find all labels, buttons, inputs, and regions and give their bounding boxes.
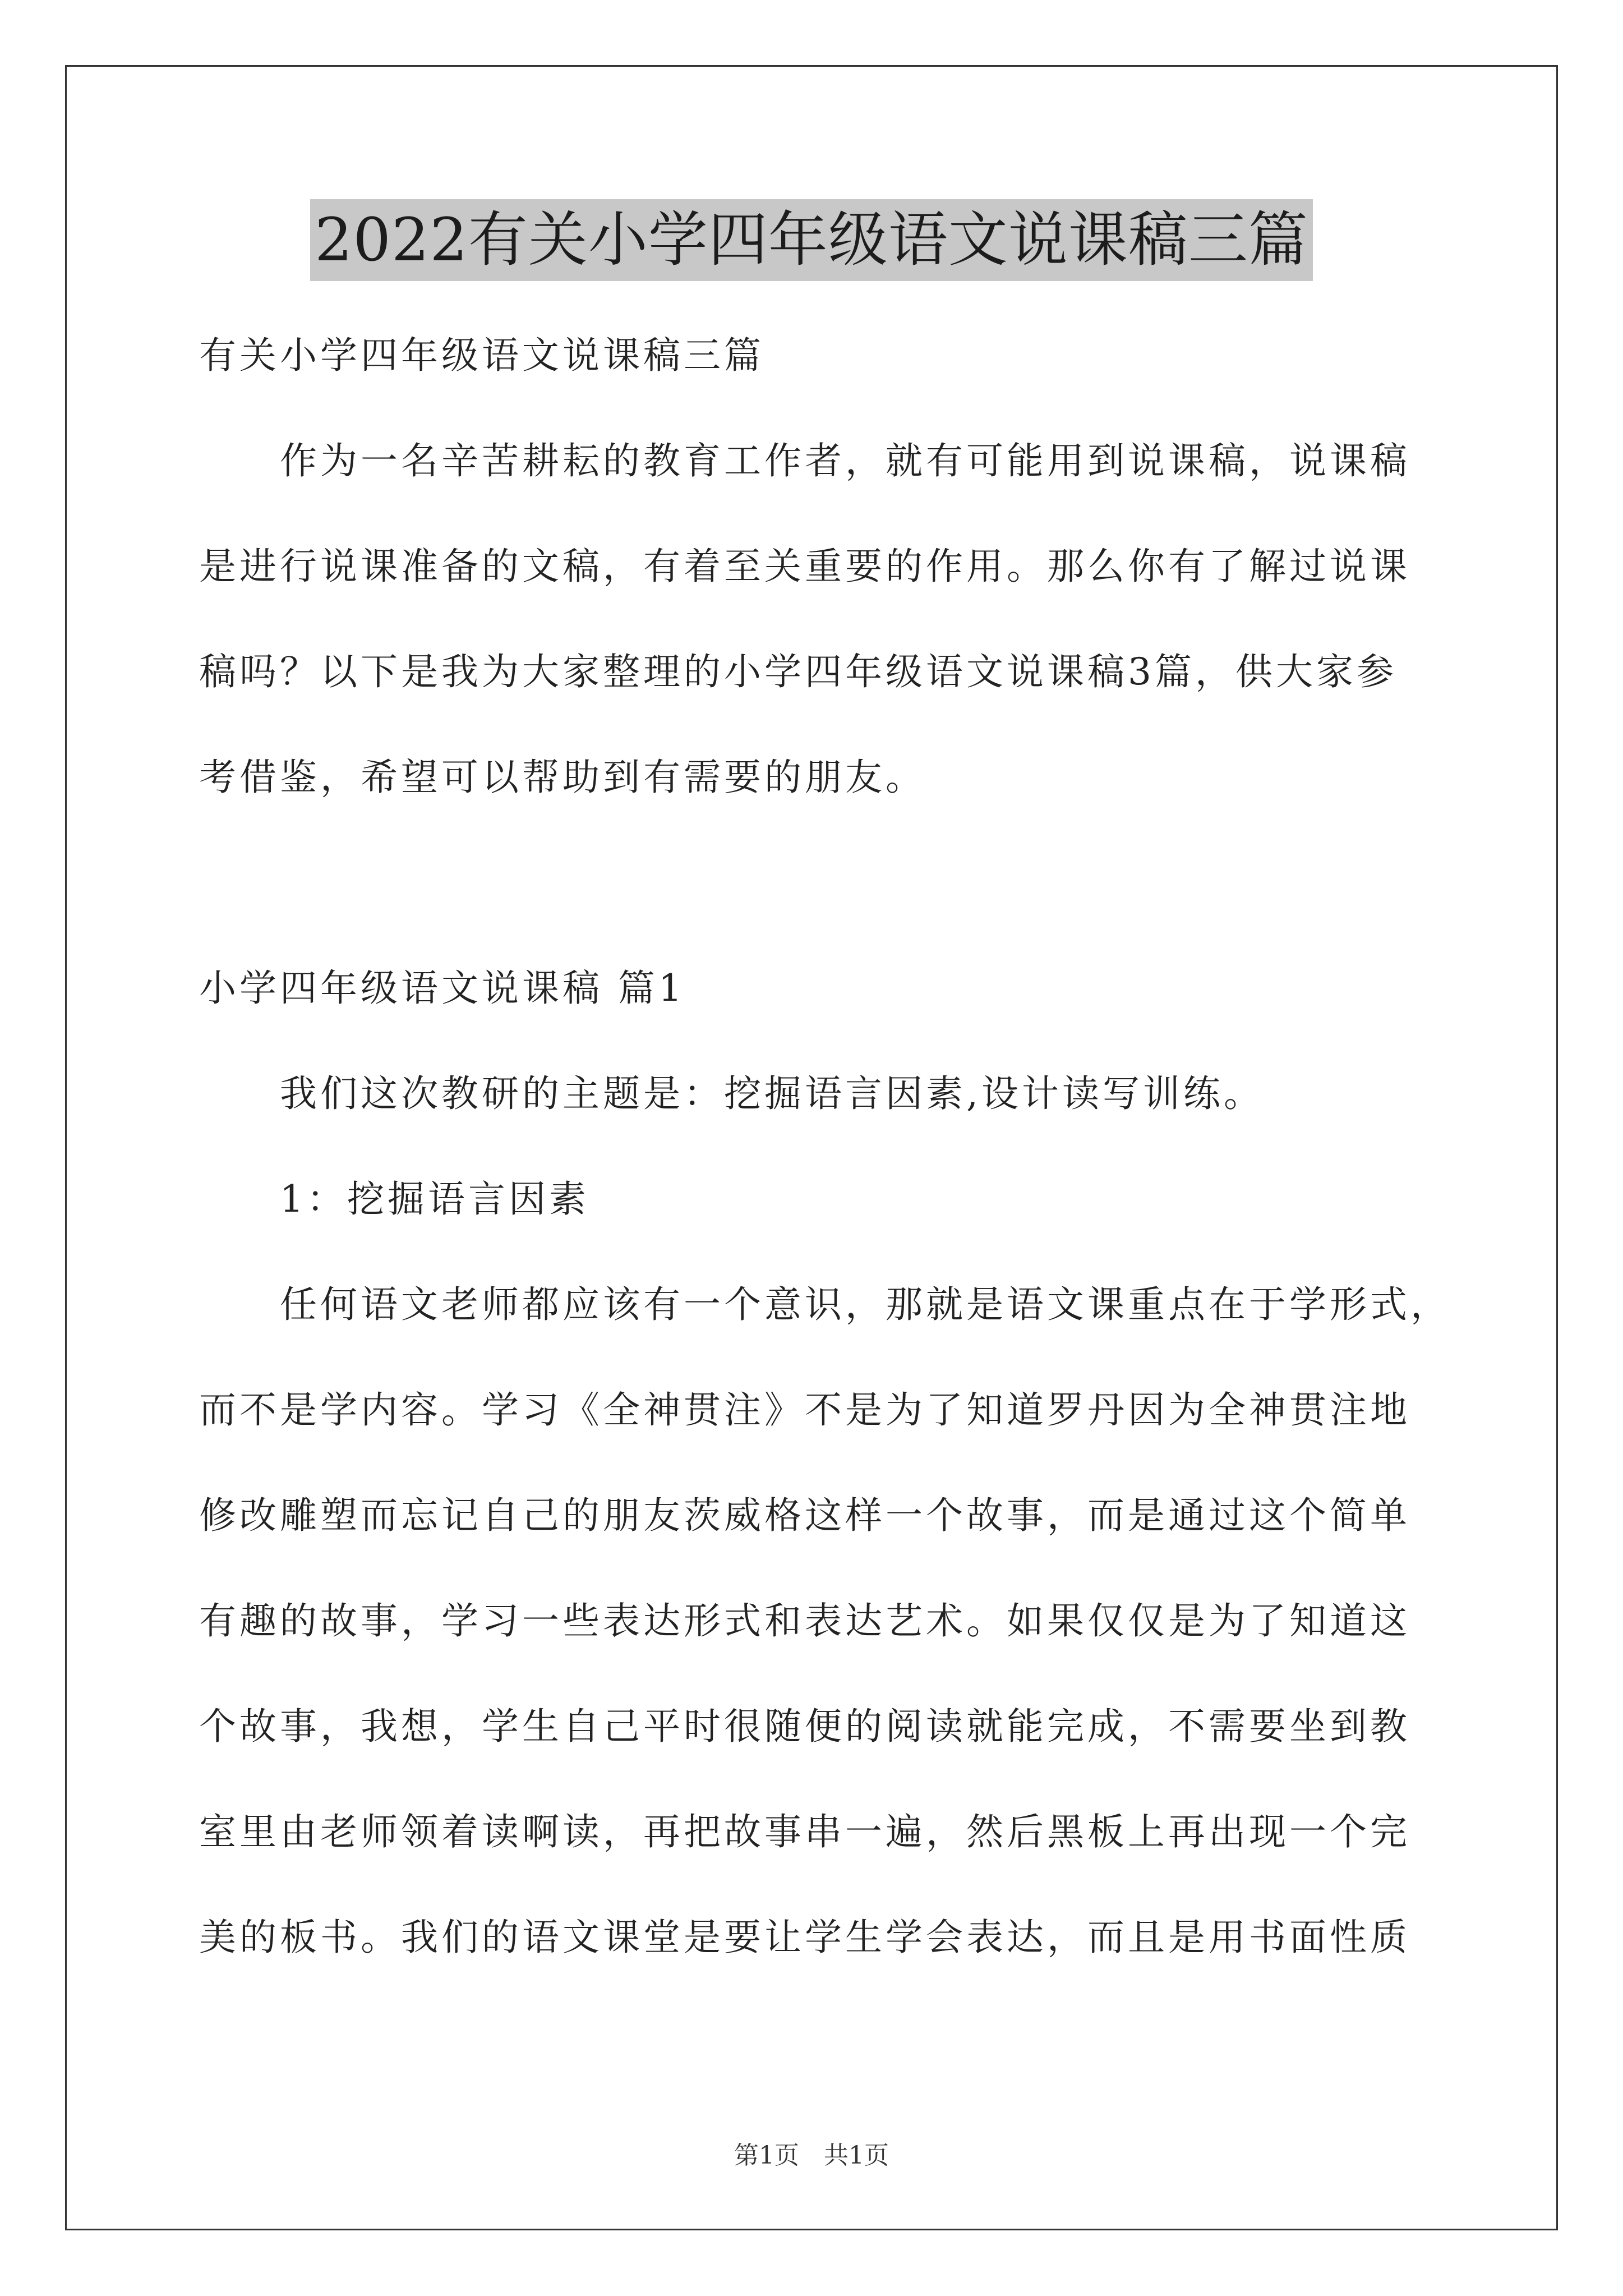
paragraph-line: 美的板书。我们的语文课堂是要让学生学会表达，而且是用书面性质: [199, 1916, 1410, 1959]
paragraph-line: 修改雕塑而忘记自己的朋友茨威格这样一个故事，而是通过这个简单: [199, 1494, 1410, 1537]
document-body: [199, 303, 1450, 1990]
paragraph-line: 作为一名辛苦耕耘的教育工作者，就有可能用到说课稿，说课稿: [199, 439, 1410, 482]
section-heading: 小学四年级语文说课稿 篇1: [199, 967, 685, 1010]
paragraph-line: 考借鉴，希望可以帮助到有需要的朋友。: [199, 756, 926, 799]
section-spacer: [199, 830, 1450, 936]
paragraph-line: 有趣的故事，学习一些表达形式和表达艺术。如果仅仅是为了知道这: [199, 1599, 1410, 1642]
paragraph-line: 稿吗？以下是我为大家整理的小学四年级语文说课稿3篇，供大家参: [199, 650, 1397, 693]
paragraph-line: 个故事，我想，学生自己平时很随便的阅读就能完成，不需要坐到教: [199, 1705, 1410, 1748]
paragraph-line: 室里由老师领着读啊读，再把故事串一遍，然后黑板上再出现一个完: [199, 1810, 1410, 1853]
subtitle-line: 有关小学四年级语文说课稿三篇: [199, 334, 764, 377]
paragraph-line: 任何语文老师都应该有一个意识，那就是语文课重点在于学形式，: [199, 1283, 1451, 1326]
paragraph-line: 是进行说课准备的文稿，有着至关重要的作用。那么你有了解过说课: [199, 545, 1410, 588]
title-container: [0, 199, 1623, 281]
document-title: 2022有关小学四年级语文说课稿三篇: [310, 199, 1313, 281]
paragraph-line: 而不是学内容。学习《全神贯注》不是为了知道罗丹因为全神贯注地: [199, 1388, 1410, 1432]
paragraph-line: 我们这次教研的主题是：挖掘语言因素,设计读写训练。: [199, 1072, 1264, 1115]
page-footer: 第1页 共1页: [734, 2141, 889, 2170]
subheading-line: 1：挖掘语言因素: [199, 1177, 589, 1221]
